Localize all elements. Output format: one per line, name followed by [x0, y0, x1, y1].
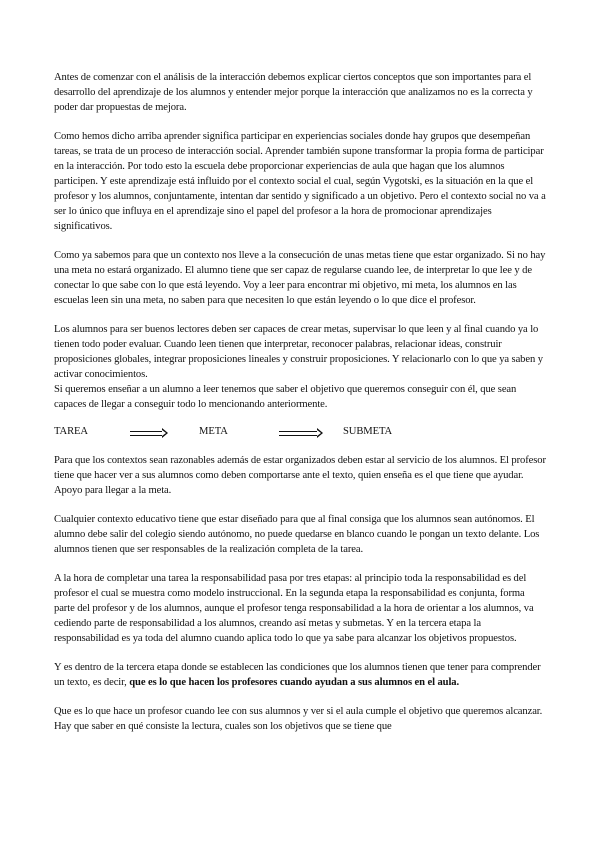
flow-step-subgoal: SUBMETA — [343, 426, 393, 437]
paragraph-third-stage — [54, 660, 546, 690]
paragraph-intro: Antes de comenzar con el análisis de la interacción debemos explicar ciertos conceptos que son importantes para el desarrollo del aprendizaje de los alumnos y entender mejor porque la interacción que analizamos no es la correcta y poder dar propuestas de mejora. — [54, 72, 533, 113]
paragraph-autonomy: Cualquier contexto educativo tiene que estar diseñado para que al final consiga que los alumnos sean autónomos. El alumno debe salir del colegio siendo autónomo, no puede quedarse en blanco cuando le pongan un texto delante. Los alumnos tienen que ser responsables de la realización completa de la tarea. — [54, 514, 540, 555]
paragraph-teaching-goal: Si queremos enseñar a un alumno a leer tenemos que saber el objetivo que queremos conseguir con él, que sean capaces de llegar a conseguir todo lo mencionando anteriormente. — [54, 384, 517, 410]
flow-step-task: TAREA — [54, 426, 88, 437]
paragraph-responsibility-stages: A la hora de completar una tarea la responsabilidad pasa por tres etapas: al principio toda la responsabilidad es del profesor el cual se muestra como modelo instruccional. En la segunda etapa la responsabilidad es conjunta, forma parte del profesor y de los alumnos, aunque el profesor tenga responsabilidad a la hora de orientar a los alumnos, va cediendo parte de responsabilidad a los alumnos, creando así metas y submetas. Y en la tercera etapa la responsabilidad es ya toda del alumno cuando aplica todo lo que ya sabe para alcanzar los objetivos propuestos. — [54, 573, 534, 644]
paragraph-reasonable-contexts: Para que los contextos sean razonables además de estar organizados deben estar al servicio de los alumnos. El profesor tiene que hacer ver a sus alumnos como deben comportarse ante el texto, quien enseña es el que tiene que ayudar. Apoyo para llegar a la meta. — [54, 455, 546, 496]
right-arrow-icon — [279, 431, 317, 436]
third-stage-text: Y es dentro de la tercera etapa donde se establecen las condiciones que los alumnos tienen que tener para comprender un texto, es decir, — [54, 662, 541, 688]
right-arrow-icon — [130, 431, 162, 436]
third-stage-emphasis: que es lo que hacen los profesores cuando ayudan a sus alumnos en el aula. — [129, 677, 460, 688]
document-body — [54, 70, 546, 734]
task-goal-subgoal-flow — [54, 424, 546, 439]
paragraph-organized-context: Como ya sabemos para que un contexto nos lleve a la consecución de unas metas tiene que estar organizado. Si no hay una meta no estará organizado. El alumno tiene que ser capaz de regularse cuando lee, de interpretar lo que lee y de conectar lo que sabe con lo que está leyendo. Voy a leer para encontrar mi objetivo, mi meta, los alumnos en las escuelas leen sin una meta, no saben para que necesiten lo que están leyendo o lo que dice el profesor. — [54, 250, 546, 306]
paragraph-good-readers: Los alumnos para ser buenos lectores deben ser capaces de crear metas, supervisar lo que leen y al final cuando ya lo tienen todo poder evaluar. Cuando leen tienen que interpretar, reconocer palabras, relacionar ideas, construir proposiciones globales, integrar proposiciones lineales y construir proposiciones. Y relacionarlo con lo que ya saben y activar conocimientos. — [54, 324, 543, 380]
flow-step-goal: META — [199, 426, 228, 437]
paragraph-social-learning: Como hemos dicho arriba aprender significa participar en experiencias sociales donde hay grupos que desempeñan tareas, se trata de un proceso de interacción social. Aprender también supone transformar la propia forma de participar en la interacción. Por todo esto la escuela debe proporcionar experiencias de aula que hagan que los alumnos participen. Y este aprendizaje está influido por el contexto social el cual, según Vygotski, es la situación en la que el profesor y los alumnos, conjuntamente, intentan dar sentido y significado a un objetivo. Pero el contexto social no va a ser lo único que influya en el aprendizaje sino el papel del profesor a la hora de promocionar aprendizajes significativos. — [54, 131, 546, 232]
paragraph-teacher-reading: Que es lo que hace un profesor cuando lee con sus alumnos y ver si el aula cumple el objetivo que queremos alcanzar. Hay que saber en qué consiste la lectura, cuales son los objetivos que se tiene que — [54, 706, 543, 732]
